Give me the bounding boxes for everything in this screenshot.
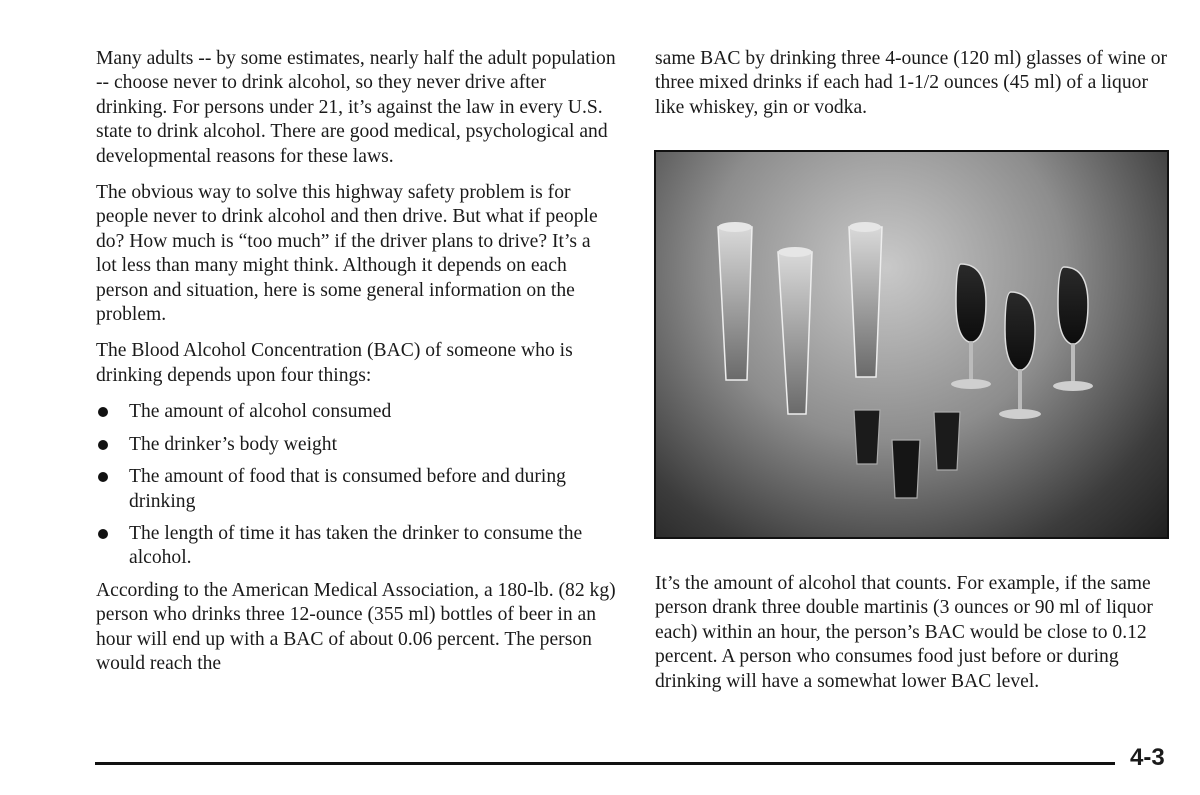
ama-paragraph: According to the American Medical Association, a 180-lb. (82 kg) person who drinks three 12-ounce (355 ml) bottles of beer in an hour will end up with a BAC of about 0.06 percent. The person would reach the bbox=[96, 579, 616, 674]
beer-glass-left bbox=[718, 222, 752, 380]
list-item: The amount of alcohol consumed bbox=[96, 400, 616, 424]
bullet-icon bbox=[98, 472, 108, 482]
bullet-icon bbox=[98, 529, 108, 539]
shot-glass-center bbox=[892, 440, 920, 498]
shot-glass-left bbox=[854, 410, 880, 464]
intro-paragraph: Many adults -- by some estimates, nearly half the adult population -- choose never to drink alcohol, so they never drive after drinking. For persons under 21, it’s against the law in every U.S. state to drink alcohol. There are good medical, psychological and developmental reasons for these laws. bbox=[96, 48, 616, 167]
shot-glass-right bbox=[934, 412, 960, 470]
continuation-paragraph: same BAC by drinking three 4-ounce (120 ml) glasses of wine or three mixed drinks if each had 1-1/2 ounces (45 ml) of a liquor like whiskey, gin or vodka. bbox=[655, 48, 1168, 118]
list-item: The amount of food that is consumed before and during drinking bbox=[96, 465, 616, 514]
glasses-illustration bbox=[656, 152, 1167, 537]
bullet-icon bbox=[98, 440, 108, 450]
right-column bbox=[655, 47, 1170, 132]
left-column bbox=[96, 47, 616, 688]
beer-glass-center bbox=[778, 247, 812, 414]
list-item: The drinker’s body weight bbox=[96, 433, 616, 457]
alcohol-counts-paragraph: It’s the amount of alcohol that counts. For example, if the same person drank three double martinis (3 ounces or 90 ml of liquor each) within an hour, the person’s BAC would be close to 0.12 percent. A person who consumes food just before or during drinking will have a somewhat lower BAC level. bbox=[655, 573, 1153, 692]
wine-glass-center bbox=[999, 292, 1041, 419]
right-column-lower bbox=[655, 572, 1170, 706]
bac-paragraph: The Blood Alcohol Concentration (BAC) of someone who is drinking depends upon four things: bbox=[96, 340, 573, 386]
drinks-glasses-photo bbox=[654, 150, 1169, 539]
safety-paragraph: The obvious way to solve this highway safety problem is for people never to drink alcohol and then drive. But what if people do? How much is “too much” if the driver plans to drive? It’s a lot less than many might think. Although it depends on each person and situation, here is some general information on the problem. bbox=[96, 182, 598, 326]
page-number: 4-3 bbox=[1130, 744, 1165, 771]
bullet-icon bbox=[98, 407, 108, 417]
beer-glass-right bbox=[849, 222, 882, 377]
wine-glass-left bbox=[951, 264, 991, 389]
wine-glass-right bbox=[1053, 267, 1093, 391]
list-item: The length of time it has taken the drinker to consume the alcohol. bbox=[96, 522, 616, 571]
footer-rule bbox=[95, 762, 1115, 765]
bac-factors-list bbox=[96, 400, 616, 570]
